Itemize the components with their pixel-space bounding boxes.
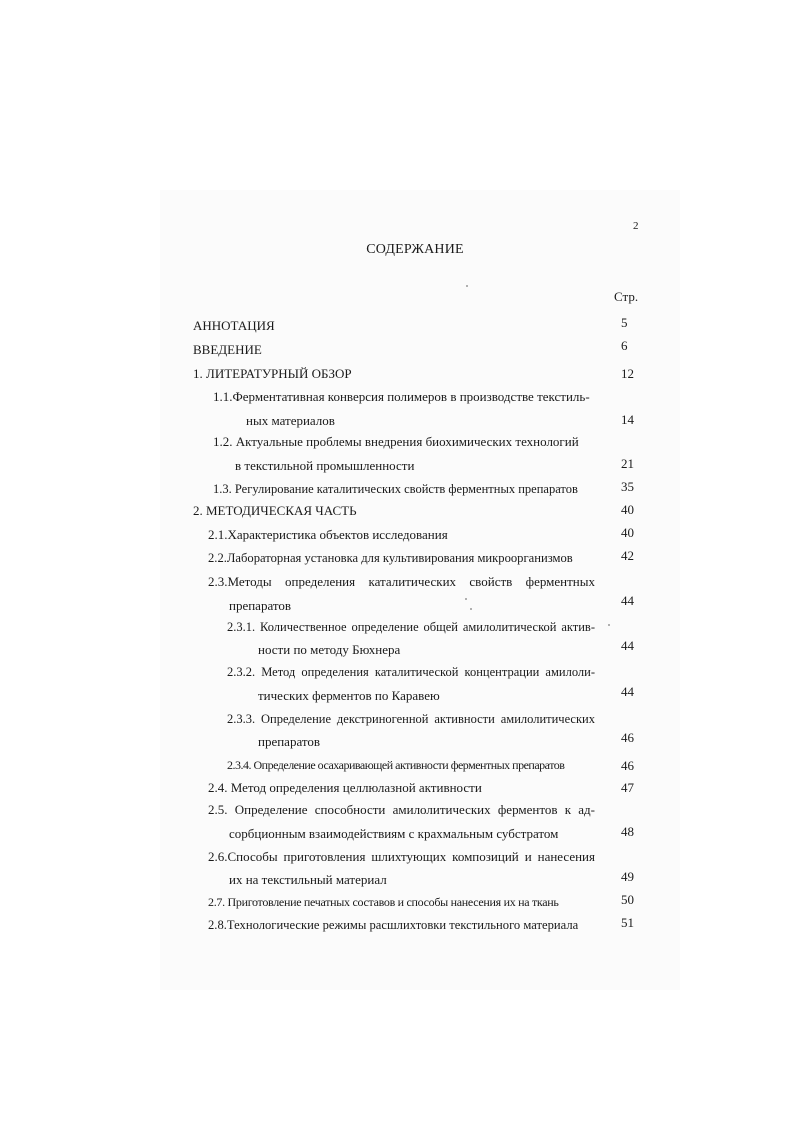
- toc-entry-text: 2.3.3. Определение декстриногенной активности амилолитических: [227, 712, 595, 726]
- toc-entry-page: 6: [621, 338, 628, 353]
- scan-speck: [608, 624, 610, 626]
- toc-entry-text-continued: их на текстильный материал: [229, 872, 387, 887]
- toc-entry-page: 44: [621, 684, 634, 699]
- toc-entry-page: 44: [621, 593, 634, 608]
- toc-entry-text-continued: тических ферментов по Каравею: [258, 688, 440, 703]
- scanned-page: [160, 190, 680, 990]
- toc-entry-page: 44: [621, 638, 634, 653]
- toc-entry-page: 51: [621, 915, 634, 930]
- toc-entry-page: 40: [621, 525, 634, 540]
- toc-entry-text: 1.3. Регулирование каталитических свойств ферментных препаратов: [213, 482, 578, 496]
- toc-entry-page: 35: [621, 479, 634, 494]
- toc-entry-page: 50: [621, 892, 634, 907]
- toc-entry-text: 1.2. Актуальные проблемы внедрения биохимических технологий: [213, 434, 579, 449]
- toc-entry-text: 1. ЛИТЕРАТУРНЫЙ ОБЗОР: [193, 366, 352, 381]
- page-number: 2: [633, 220, 639, 232]
- toc-entry-text: 1.1.Ферментативная конверсия полимеров в производстве текстиль-: [213, 389, 590, 404]
- scan-speck: [466, 285, 468, 287]
- toc-entry-text: АННОТАЦИЯ: [193, 318, 275, 333]
- toc-entry-text: 2.7. Приготовление печатных составов и способы нанесения их на ткань: [208, 895, 559, 909]
- scan-speck: [470, 608, 472, 610]
- toc-entry-text: ВВЕДЕНИЕ: [193, 342, 262, 357]
- toc-entry-text-continued: в текстильной промышленности: [235, 458, 415, 473]
- toc-entry-text: 2.4. Метод определения целлюлазной активности: [208, 780, 482, 795]
- toc-entry-text: 2.6.Способы приготовления шлихтующих композиций и нанесения: [208, 849, 595, 864]
- toc-entry-page: 40: [621, 502, 634, 517]
- toc-entry-text-continued: препаратов: [229, 598, 292, 613]
- toc-entry-text: 2.5. Определение способности амилолитических ферментов к ад-: [208, 802, 595, 817]
- toc-entry-page: 46: [621, 758, 634, 773]
- toc-entry-page: 49: [621, 869, 634, 884]
- toc-entry-text: 2.1.Характеристика объектов исследования: [208, 527, 448, 542]
- toc-entry-text-continued: ных материалов: [246, 413, 335, 428]
- toc-entry-text-continued: сорбционным взаимодействиям с крахмальным субстратом: [229, 826, 559, 841]
- toc-entry-page: 46: [621, 730, 634, 745]
- scan-speck: [465, 598, 467, 600]
- toc-entry-page: 5: [621, 315, 628, 330]
- toc-entry-page: 47: [621, 780, 634, 795]
- toc-entry-text: 2.3.Методы определения каталитических свойств ферментных: [208, 574, 595, 589]
- toc-entry-text: 2.3.4. Определение осахаривающей активности ферментных препаратов: [227, 758, 565, 772]
- toc-entry-text-continued: препаратов: [258, 734, 321, 749]
- toc-entry-text: 2.8.Технологические режимы расшлихтовки текстильного материала: [208, 918, 579, 932]
- toc-entry-text: 2.2.Лабораторная установка для культивирования микроорганизмов: [208, 551, 573, 565]
- toc-entry-text-continued: ности по методу Бюхнера: [258, 642, 401, 657]
- toc-entry-text: 2. МЕТОДИЧЕСКАЯ ЧАСТЬ: [193, 503, 357, 518]
- toc-entry-text: 2.3.1. Количественное определение общей амилолитической актив-: [227, 620, 595, 634]
- toc-entry-page: 12: [621, 366, 634, 381]
- toc-entry-page: 14: [621, 412, 634, 427]
- toc-entry-page: 48: [621, 824, 634, 839]
- toc-entry-page: 21: [621, 456, 634, 471]
- page-column-header: Стр.: [614, 289, 639, 304]
- toc-entry-text: 2.3.2. Метод определения каталитической концентрации амилоли-: [227, 665, 595, 679]
- toc-entry-page: 42: [621, 548, 634, 563]
- page-title: СОДЕРЖАНИЕ: [366, 242, 464, 257]
